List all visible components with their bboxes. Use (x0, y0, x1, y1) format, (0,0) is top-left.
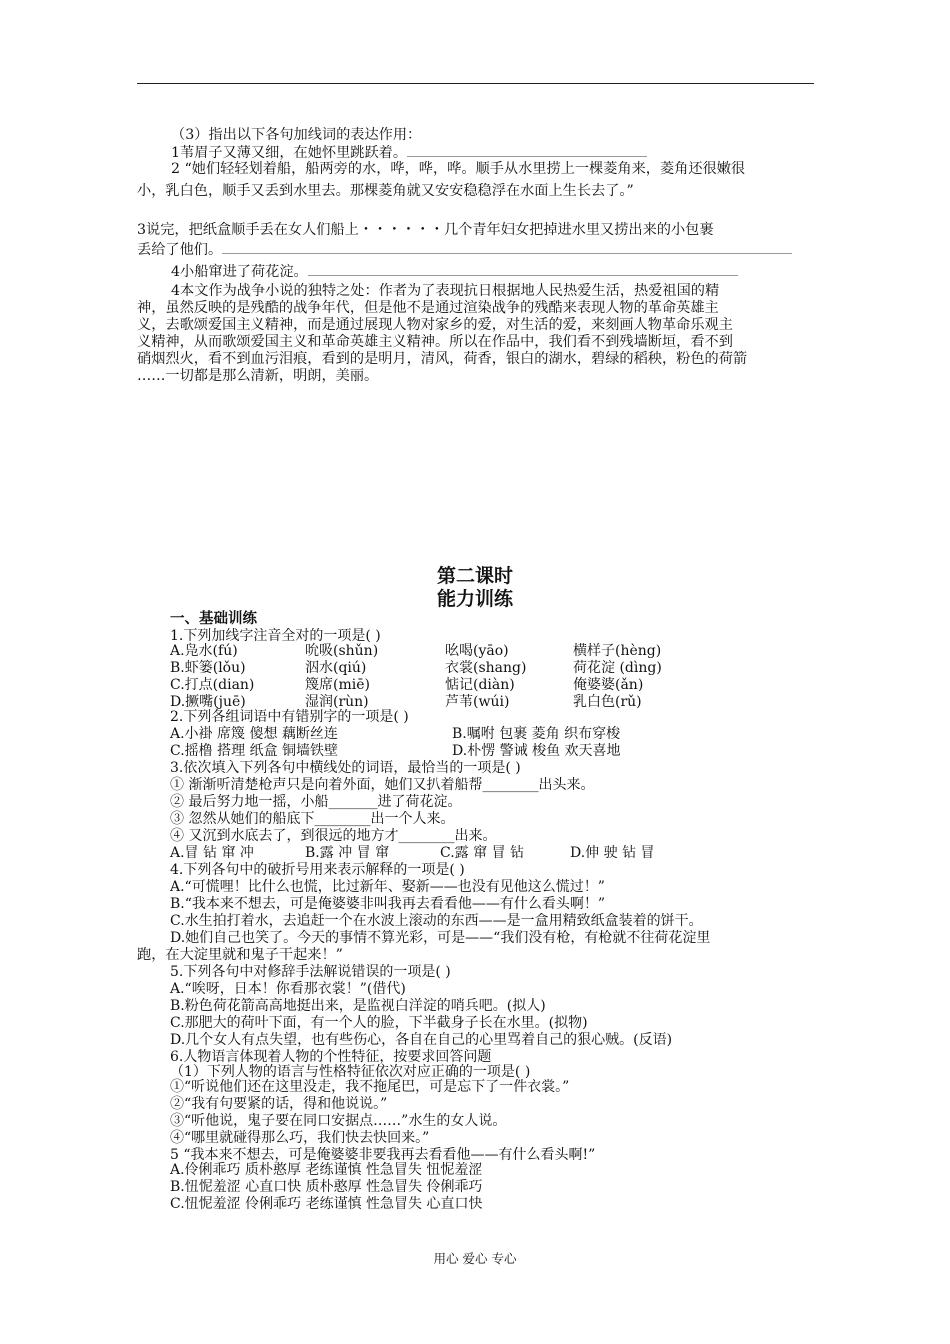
q6-stem: 6.人物语言体现着人物的个性特征，按要求回答问题 (170, 1049, 492, 1065)
q3-item-1: ① 渐渐听清楚枪声只是向着外面，她们又扒着船帮________出头来。 (170, 777, 595, 793)
q4-option-a[interactable]: A.“可慌哩！比什么也慌，比过新年、娶新——也没有见他这么慌过！” (170, 879, 605, 895)
q6-option-b[interactable]: B.忸怩羞涩 心直口快 质朴憨厚 性急冒失 伶俐乖巧 (170, 1179, 483, 1195)
q6-option-a[interactable]: A.伶俐乖巧 质朴憨厚 老练谨慎 性急冒失 忸怩羞涩 (170, 1162, 483, 1178)
q3-heading: （3）指出以下各句加线词的表达作用： (171, 127, 422, 143)
q5-option-c[interactable]: C.那肥大的荷叶下面，有一个人的脸，下半截身子长在水里。(拟物) (170, 1015, 588, 1031)
q4-option-c[interactable]: C.水生拍打着水，去追赶一个在水波上滚动的东西——是一盒用精致纸盒装着的饼干。 (170, 913, 703, 929)
para-5-line-5: 硝烟烈火，看不到血污泪痕，看到的是明月，清风，荷香，银白的湖水，碧绿的稻秧，粉色的荷箭 (137, 351, 748, 367)
q1-row-b[interactable]: B.虾篓(lǒu) 泅水(qiú) 衣裳(shang) 荷花淀 (dìng) (170, 660, 662, 676)
q5-option-b[interactable]: B.粉色荷花箭高高地挺出来，是监视白洋淀的哨兵吧。(拟人) (170, 998, 546, 1014)
q1-row-a[interactable]: A.凫水(fú) 吮吸(shǔn) 吆喝(yāo) 横样子(hèng) (170, 643, 662, 659)
q1-row-c[interactable]: C.打点(dian) 篾席(miē) 惦记(diàn) 俺婆婆(ǎn) (170, 677, 644, 693)
q6-sub: （1）下列人物的语言与性格特征依次对应正确的一项是( ) (170, 1064, 531, 1080)
para-5-line-2: 神，虽然反映的是残酷的战争年代，但是他不是通过渲染战争的残酷来表现人物的革命英雄主 (137, 300, 719, 316)
sentence-1: 1苇眉子又薄又细，在她怀里跳跃着。 (137, 144, 851, 162)
q1-stem: 1.下列加线字注音全对的一项是( ) (170, 628, 381, 644)
q4-option-b[interactable]: B.“我本来不想去，可是俺婆婆非叫我再去看看他——有什么看头啊！” (170, 896, 606, 912)
para-5-line-4: 义精神，从而歌颂爱国主义和革命英雄主义精神。所以在作品中，我们看不到残墙断垣，看不到 (137, 334, 733, 350)
q3-options[interactable]: A.冒 钻 窜 冲 B.露 冲 冒 窜 C.露 窜 冒 钻 D.伸 驶 钻 冒 (170, 845, 655, 861)
q6-item-4: ④“哪里就碰得那么巧，我们快去快回来。” (170, 1130, 430, 1146)
sentence-3a: 3说完，把纸盒顺手丢在女人们船上・・・・・・几个青年妇女把掉进水里又捞出来的小包裹 (137, 222, 714, 238)
q2-row-2[interactable]: C.摇橹 搭理 纸盒 铜墙铁壁 D.朴愣 警诫 梭鱼 欢天喜地 (170, 743, 621, 759)
q3-item-4: ④ 又沉到水底去了，到很远的地方才________出来。 (170, 828, 497, 844)
sentence-4: 4小船窜进了荷花淀。 (137, 263, 851, 281)
page-footer: 用心 爱心 专心 (433, 1251, 517, 1266)
header-rule (137, 83, 814, 84)
answer-line[interactable] (308, 263, 738, 276)
q6-item-2: ②“我有句要紧的话，得和他说说。” (170, 1096, 388, 1112)
q5-stem: 5.下列各句中对修辞手法解说错误的一项是( ) (170, 964, 451, 980)
part-heading: 一、基础训练 (170, 611, 257, 627)
lesson-subtitle: 能力训练 (436, 588, 513, 610)
para-5-line-3: 义，去歌颂爱国主义精神，而是通过展现人物对家乡的爱，对生活的爱，来刻画人物革命乐观主 (137, 317, 733, 333)
q3-stem: 3.依次填入下列各句中横线处的词语，最恰当的一项是( ) (170, 760, 521, 776)
para-5-line-6: ……一切都是那么清新，明朗，美丽。 (137, 368, 379, 384)
q1-row-d[interactable]: D.撅嘴(juē) 湿润(rùn) 芦苇(wúi) 乳白色(rǔ) (170, 694, 642, 710)
para-5-line-1: 4本文作为战争小说的独特之处：作者为了表现抗日根据地人民热爱生活，热爱祖国的精 (171, 283, 720, 299)
sentence-3b: 丢给了他们。 (137, 241, 817, 259)
answer-line[interactable] (222, 241, 792, 254)
q4-stem: 4.下列各句中的破折号用来表示解释的一项是( ) (170, 862, 465, 878)
q3-item-2: ② 最后努力地一摇，小船_______进了荷花淀。 (170, 794, 462, 810)
lesson-title: 第二课时 (436, 565, 513, 587)
q5-option-d[interactable]: D.几个女人有点失望，也有些伤心，各自在自己的心里骂着自己的狠心贼。(反语) (170, 1032, 673, 1048)
q6-item-5: 5 “我本来不想去，可是俺婆婆非要我再去看看他——有什么看头啊!” (170, 1147, 596, 1163)
q3-item-3: ③ 忽然从她们的船底下________出一个人来。 (170, 811, 455, 827)
q6-item-1: ①“听说他们还在这里没走，我不拖尾巴，可是忘下了一件衣裳。” (170, 1079, 570, 1095)
q2-row-1[interactable]: A.小褂 席篾 傻想 藕断丝连 B.嘱咐 包裹 菱角 织布穿梭 (170, 726, 621, 742)
sentence-2b: 小，乳白色，顺手又丢到水里去。那棵菱角就又安安稳稳浮在水面上生长去了。” (137, 183, 634, 199)
q6-item-3: ③“听他说，鬼子要在同口安据点……”水生的女人说。 (170, 1113, 507, 1129)
q4-option-d[interactable]: D.她们自己也笑了。今天的事情不算光彩，可是——“我们没有枪，有枪就不往荷花淀里 (170, 930, 711, 946)
q5-option-a[interactable]: A.“唉呀，日本！你看那衣裳！”(借代) (170, 981, 406, 997)
q2-stem: 2.下列各组词语中有错别字的一项是( ) (170, 709, 409, 725)
q4-option-d-tail: 跑，在大淀里就和鬼子干起来！” (137, 947, 343, 963)
q6-option-c[interactable]: C.忸怩羞涩 伶俐乖巧 老练谨慎 性急冒失 心直口快 (170, 1196, 483, 1212)
answer-line[interactable] (407, 144, 647, 157)
sentence-2a: 2 “她们轻轻划着船，船两旁的水，哗，哗，哗。顺手从水里捞上一棵菱角来，菱角还很嫩很 (171, 161, 746, 177)
